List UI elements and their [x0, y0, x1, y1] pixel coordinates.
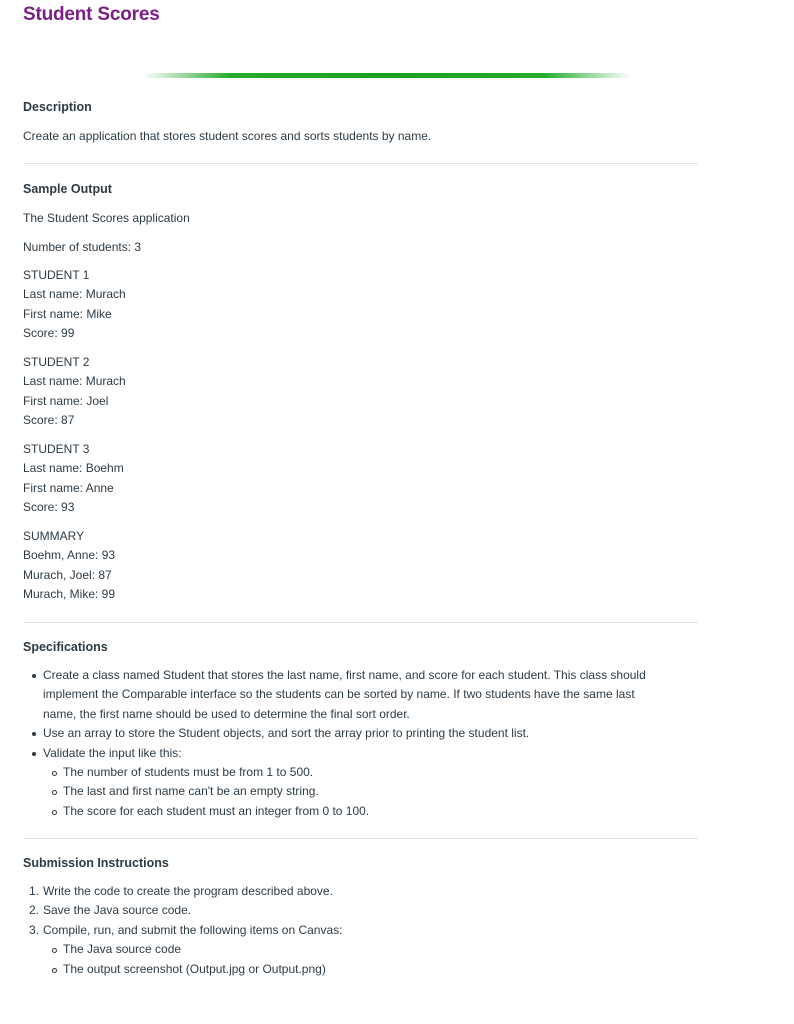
specifications-heading: Specifications [23, 640, 108, 654]
list-item [23, 666, 698, 724]
sub-list-item [23, 763, 698, 782]
sub-bullet-text: The score for each student must an integer from 0 to 100. [63, 803, 370, 818]
step-text: Compile, run, and submit the following items on Canvas: [43, 922, 343, 937]
list-item [23, 921, 698, 940]
sub-list-item [23, 940, 698, 959]
sub-list-item [23, 802, 698, 821]
specifications-list [23, 666, 698, 821]
summary-line: Murach, Joel: 87 [23, 567, 112, 582]
summary-block [23, 527, 115, 605]
sub-bullet-icon [52, 771, 57, 776]
student-last-name: Last name: Murach [23, 287, 126, 302]
bullet-text-line: implement the Comparable interface so the students can be sorted by name. If two students have the same last [43, 687, 635, 702]
section-divider [23, 622, 698, 623]
page-title: Student Scores [23, 4, 160, 25]
sub-list-item [23, 960, 698, 979]
step-text: Write the code to create the program described above. [43, 884, 333, 898]
student-header: STUDENT 3 [23, 442, 90, 456]
list-item [23, 744, 698, 763]
step-number: 1. [29, 884, 40, 898]
list-item [23, 724, 698, 743]
summary-line: Boehm, Anne: 93 [23, 548, 116, 563]
summary-header: SUMMARY [23, 529, 85, 543]
description-text: Create an application that stores student scores and sorts students by name. [23, 129, 432, 143]
step-number: 3. [29, 922, 40, 937]
bullet-icon [32, 674, 36, 678]
sub-list-item [23, 782, 698, 801]
sample-app-title: The Student Scores application [23, 211, 190, 225]
student-first-name: First name: Anne [23, 480, 114, 495]
bullet-icon [32, 752, 36, 756]
student-first-name: First name: Joel [23, 393, 109, 408]
sub-bullet-text: The last and first name can't be an empty string. [63, 784, 319, 799]
sample-output-heading: Sample Output [23, 182, 112, 196]
student-block-1 [23, 266, 126, 344]
sub-item-text: The output screenshot (Output.jpg or Output.png) [63, 961, 326, 976]
step-number: 2. [29, 903, 40, 918]
section-divider [23, 838, 698, 839]
submission-steps-list [23, 882, 698, 979]
bullet-text-line: name, the first name should be used to determine the final sort order. [43, 706, 410, 721]
sample-num-students: Number of students: 3 [23, 240, 142, 254]
student-score: Score: 99 [23, 326, 75, 341]
bullet-icon [32, 732, 36, 736]
step-text: Save the Java source code. [43, 903, 192, 918]
sub-bullet-icon [52, 790, 57, 795]
submission-heading: Submission Instructions [23, 856, 169, 870]
student-block-2 [23, 353, 126, 431]
summary-line: Murach, Mike: 99 [23, 587, 116, 602]
sub-bullet-text: The number of students must be from 1 to 500. [63, 765, 314, 780]
description-heading: Description [23, 100, 92, 114]
list-item [23, 901, 698, 920]
student-first-name: First name: Mike [23, 306, 112, 321]
section-divider [23, 163, 698, 164]
student-header: STUDENT 2 [23, 355, 90, 369]
bullet-text: Validate the input like this: [43, 745, 182, 760]
decorative-divider [143, 73, 631, 78]
student-score: Score: 93 [23, 500, 75, 515]
sub-bullet-icon [52, 948, 57, 953]
student-last-name: Last name: Boehm [23, 461, 124, 476]
sub-bullet-icon [52, 968, 57, 973]
student-score: Score: 87 [23, 413, 75, 428]
student-header: STUDENT 1 [23, 268, 90, 282]
bullet-text: Use an array to store the Student objects, and sort the array prior to printing the student list. [43, 726, 530, 741]
bullet-text-line: Create a class named Student that stores the last name, first name, and score for each student. This class should [43, 668, 646, 682]
student-block-3 [23, 440, 124, 518]
sub-bullet-icon [52, 810, 57, 815]
list-item [23, 882, 698, 901]
student-last-name: Last name: Murach [23, 374, 126, 389]
sub-item-text: The Java source code [63, 942, 182, 957]
